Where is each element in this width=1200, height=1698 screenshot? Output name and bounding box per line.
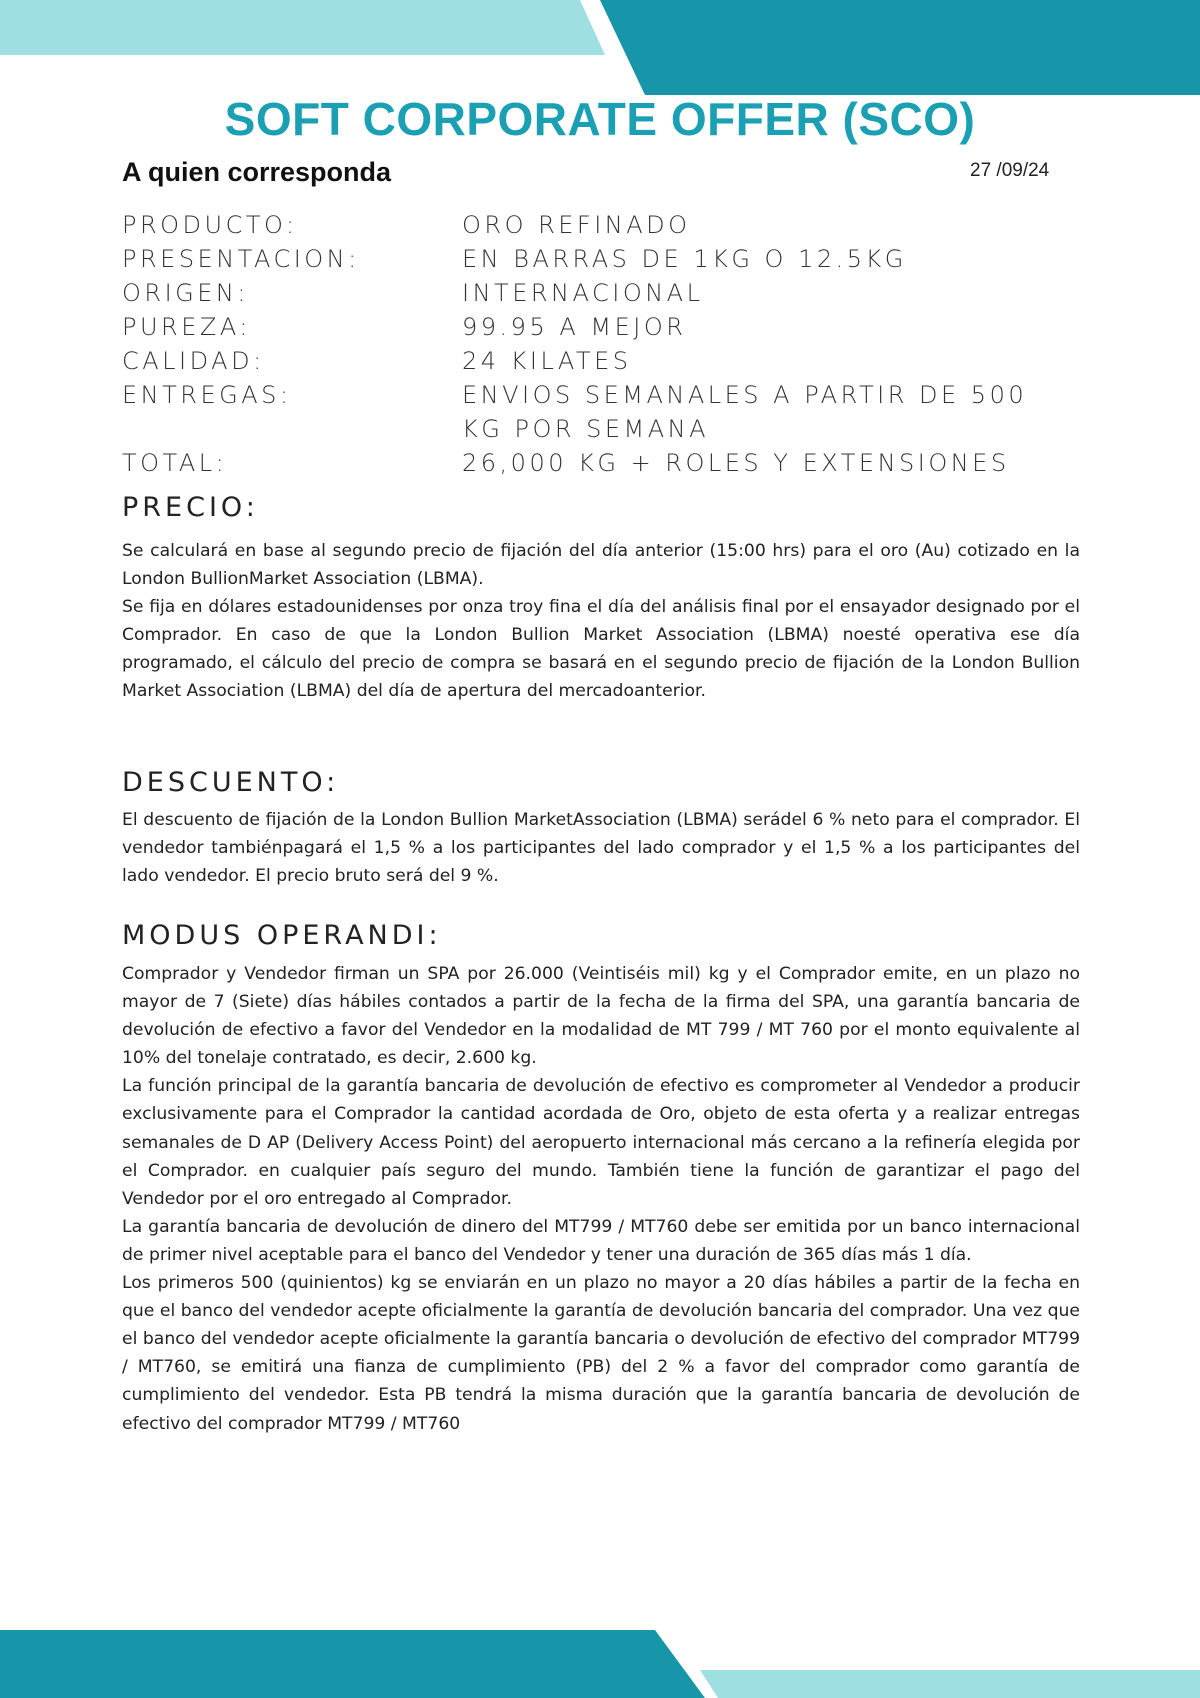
spec-row-pureza xyxy=(122,310,1082,344)
spec-value: INTERNACIONAL xyxy=(462,279,704,307)
spec-row-calidad xyxy=(122,344,1082,378)
paragraph: La garantía bancaria de devolución de dinero del MT799 / MT760 debe ser emitida por un banco internacional de primer nivel aceptable para el banco del Vendedor y tener una duración de 365 días más 1 día. xyxy=(122,1216,1080,1265)
spec-row-total xyxy=(122,446,1082,480)
spec-value: ORO REFINADO xyxy=(462,211,691,239)
precio-section xyxy=(122,537,1080,706)
document-date: 27 /09/24 xyxy=(970,160,1050,181)
product-specs xyxy=(122,208,1082,480)
top-right-banner xyxy=(600,0,1200,95)
modus-heading: MODUS OPERANDI: xyxy=(122,920,442,951)
descuento-heading: DESCUENTO: xyxy=(122,767,340,798)
spec-label: TOTAL: xyxy=(122,449,228,477)
paragraph: La función principal de la garantía bancaria de devolución de efectivo es comprometer al Vendedor a producir exclusivamente para el Comprador la cantidad acordada de Oro, objeto de esta oferta y a realizar entregas semanales de D AP (Delivery Access Point) del aeropuerto internacional más cercano a la refinería elegida por el Comprador. en cualquier país seguro del mundo. También tiene la función de garantizar el pago del Vendedor por el oro entregado al Comprador. xyxy=(122,1076,1080,1209)
spec-row-entregas xyxy=(122,378,1082,446)
paragraph: Los primeros 500 (quinientos) kg se enviarán en un plazo no mayor a 20 días hábiles a partir de la fecha en que el banco del vendedor acepte oficialmente la garantía de devolución bancaria del comprador. Una vez que el banco del vendedor acepte oficialmente la garantía bancaria o devolución de efectivo del comprador MT799 / MT760, se emitirá una fianza de cumplimiento (PB) del 2 % a favor del comprador como garantía de cumplimiento del vendedor. Esta PB tendrá la misma duración que la garantía bancaria de devolución de efectivo del comprador MT799 / MT760 xyxy=(122,1273,1080,1434)
spec-row-producto xyxy=(122,208,1082,242)
paragraph: Se fija en dólares estadounidenses por onza troy fina el día del análisis final por el ensayador designado por el Comprador. En caso de que la London Bullion Market Association (LBMA) noesté operativa ese día programado, el cálculo del precio de compra se basará en el segundo precio de fijación de la London Bullion Market Association (LBMA) del día de apertura del mercadoanterior. xyxy=(122,597,1080,702)
spec-label: PUREZA: xyxy=(122,313,251,341)
spec-row-presentacion xyxy=(122,242,1082,276)
spec-value: EN BARRAS DE 1KG O 12.5KG xyxy=(462,245,907,273)
top-left-banner xyxy=(0,0,605,55)
spec-label: PRESENTACION: xyxy=(122,245,360,273)
spec-label: ORIGEN: xyxy=(122,279,249,307)
precio-heading: PRECIO: xyxy=(122,492,259,523)
paragraph: Comprador y Vendedor firman un SPA por 26.000 (Veintiséis mil) kg y el Comprador emite, en un plazo no mayor de 7 (Siete) días hábiles contados a partir de la fecha de la firma del SPA, una garantía bancaria de devolución de efectivo a favor del Vendedor en la modalidad de MT 799 / MT 760 por el monto equivalente al 10% del tonelaje contratado, es decir, 2.600 kg. xyxy=(122,964,1080,1069)
spec-label: CALIDAD: xyxy=(122,347,265,375)
spec-value: ENVIOS SEMANALES A PARTIR DE 500 KG POR SEMANA xyxy=(462,381,1028,443)
spec-value: 99.95 A MEJOR xyxy=(462,313,687,341)
modus-section xyxy=(122,960,1080,1438)
spec-label: PRODUCTO: xyxy=(122,211,298,239)
spec-row-origen xyxy=(122,276,1082,310)
spec-value: 26,000 KG + ROLES Y EXTENSIONES xyxy=(462,449,1010,477)
document-title: SOFT CORPORATE OFFER (SCO) xyxy=(224,93,976,145)
paragraph: Se calculará en base al segundo precio de fijación del día anterior (15:00 hrs) para el oro (Au) cotizado en la London BullionMarket Association (LBMA). xyxy=(122,541,1080,590)
bottom-right-banner xyxy=(700,1670,1200,1698)
descuento-section xyxy=(122,806,1080,890)
paragraph: El descuento de fijación de la London Bullion MarketAssociation (LBMA) serádel 6 % neto para el comprador. El vendedor tambiénpagará el 1,5 % a los participantes del lado comprador y el 1,5 % a los participantes del lado vendedor. El precio bruto será del 9 %. xyxy=(122,810,1080,887)
bottom-left-banner xyxy=(0,1630,705,1698)
spec-value: 24 KILATES xyxy=(462,347,632,375)
salutation: A quien corresponda xyxy=(122,157,392,187)
spec-label: ENTREGAS: xyxy=(122,381,292,409)
